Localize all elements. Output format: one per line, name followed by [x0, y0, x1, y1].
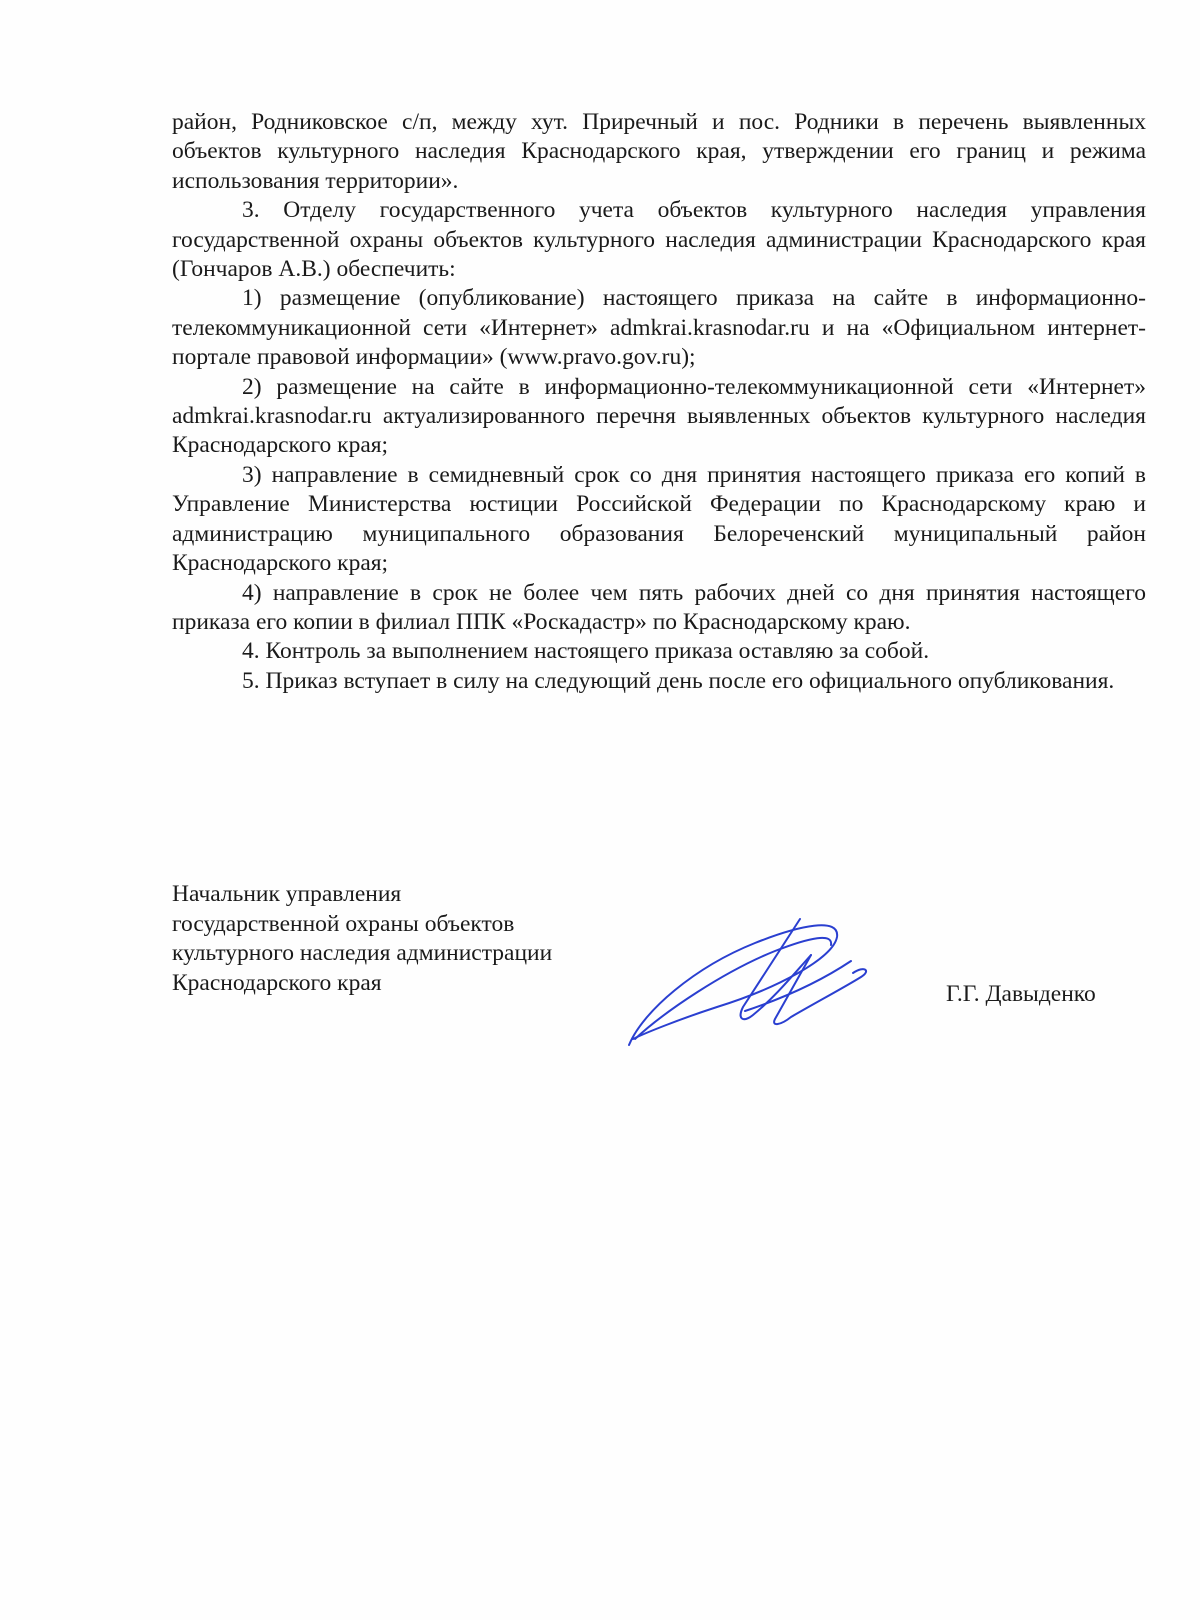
paragraph-item-3: 3. Отделу государственного учета объектов культурного наследия управления государственной охраны объектов культурного наследия администрации Краснодарского края (Гончаров А.В.) обеспечить: [172, 197, 1146, 283]
paragraph-subitem-4: 4) направление в срок не более чем пять рабочих дней со дня принятия настоящего приказа его копии в филиал ППК «Роскадастр» по Краснодарскому краю. [172, 579, 1146, 635]
signature-stroke [741, 919, 811, 1019]
paragraph-item-5: 5. Приказ вступает в силу на следующий день после его официального опубликования. [242, 667, 1115, 694]
paragraph-subitem-3: 3) направление в семидневный срок со дня принятия настоящего приказа его копий в Управление Министерства юстиции Российской Федерации по Краснодарскому краю и администрацию муниципального образования Белореченский муниципальный район Краснодарского края; [172, 461, 1146, 577]
document-body [172, 108, 1146, 696]
paragraph-item-4: 4. Контроль за выполнением настоящего приказа оставляю за собой. [242, 638, 930, 665]
signatory-title [172, 880, 552, 998]
paragraph-subitem-1: 1) размещение (опубликование) настоящего приказа на сайте в информационно-телекоммуникационной сети «Интернет» admkrai.krasnodar.ru и на «Официальном интернет-портале правовой информации» (www.pravo.gov.ru); [172, 285, 1146, 371]
signatory-name: Г.Г. Давыденко [946, 981, 1096, 1007]
signature-stroke [629, 925, 837, 1045]
handwritten-signature [625, 915, 885, 1050]
paragraph-continuation: район, Родниковское с/п, между хут. Приречный и пос. Родники в перечень выявленных объектов культурного наследия Краснодарского края, утверждении его границ и режима использования территории». [172, 109, 1146, 194]
signatory-title-line: культурного наследия администрации [172, 940, 553, 967]
paragraph-subitem-2: 2) размещение на сайте в информационно-телекоммуникационной сети «Интернет» admkrai.krasnodar.ru актуализированного перечня выявленных объектов культурного наследия Краснодарского края; [172, 373, 1146, 459]
signatory-title-line: Начальник управления [172, 881, 402, 907]
signature-stroke [774, 955, 866, 1024]
signatory-title-line: государственной охраны объектов [172, 910, 515, 937]
signatory-title-line: Краснодарского края [172, 969, 382, 996]
